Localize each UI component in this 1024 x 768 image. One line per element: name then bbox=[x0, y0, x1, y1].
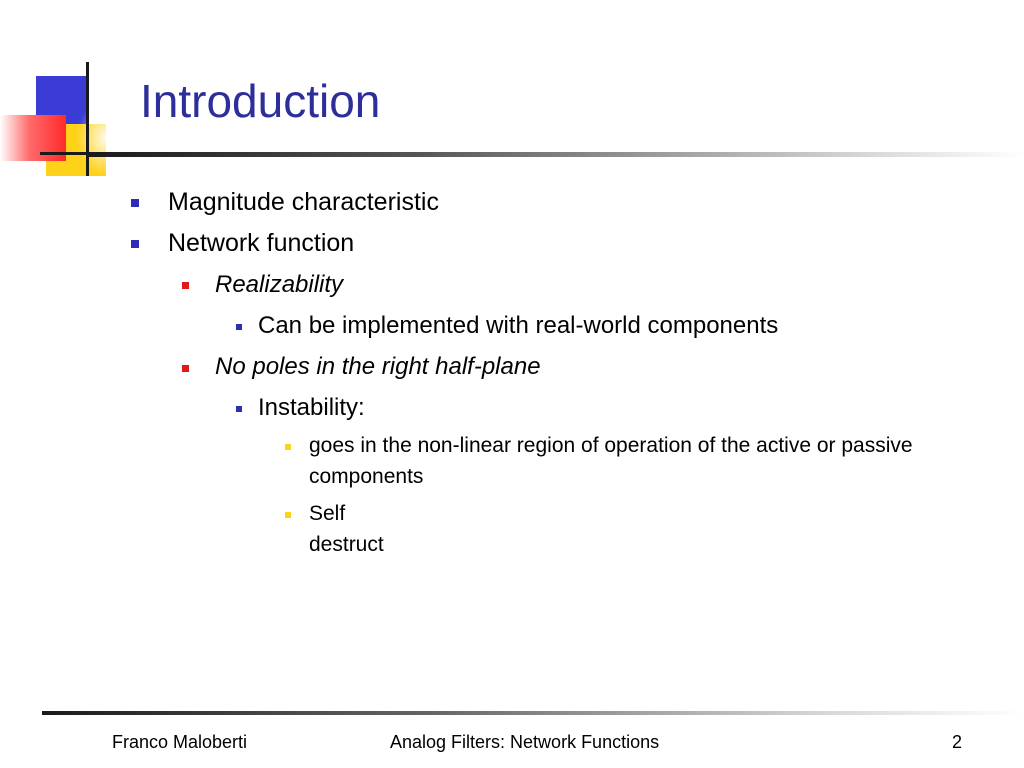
title-underline-rule bbox=[88, 152, 1024, 157]
bullet-square-icon bbox=[182, 365, 189, 372]
bullet-text: No poles in the right half-plane bbox=[215, 353, 541, 380]
bullet-text: Can be implemented with real-world components bbox=[258, 312, 779, 339]
bullet-square-icon bbox=[236, 324, 242, 330]
footer-page-number: 2 bbox=[952, 732, 963, 752]
bullet-text: Magnitude characteristic bbox=[168, 188, 439, 216]
bullet-text: goes in the non-linear region of operation of the active or passive components bbox=[309, 434, 913, 488]
bullet-text: Network function bbox=[168, 229, 355, 257]
slide-title: Introduction bbox=[140, 75, 381, 127]
bullet-text: Realizability bbox=[215, 271, 344, 298]
bullet-text: Instability: bbox=[258, 394, 365, 421]
decor-vertical-line bbox=[86, 62, 89, 176]
bullet-text: Self destruct bbox=[309, 502, 384, 556]
bullet-square-icon bbox=[131, 199, 139, 207]
bullet-square-icon bbox=[182, 282, 189, 289]
bullet-square-icon bbox=[236, 406, 242, 412]
bullet-square-icon bbox=[131, 240, 139, 248]
footer-rule bbox=[42, 711, 1024, 715]
bullet-square-icon bbox=[285, 444, 291, 450]
footer-course-title: Analog Filters: Network Functions bbox=[390, 732, 660, 752]
footer-author: Franco Maloberti bbox=[112, 732, 248, 752]
decor-white-glow bbox=[76, 100, 136, 176]
bullet-square-icon bbox=[285, 512, 291, 518]
